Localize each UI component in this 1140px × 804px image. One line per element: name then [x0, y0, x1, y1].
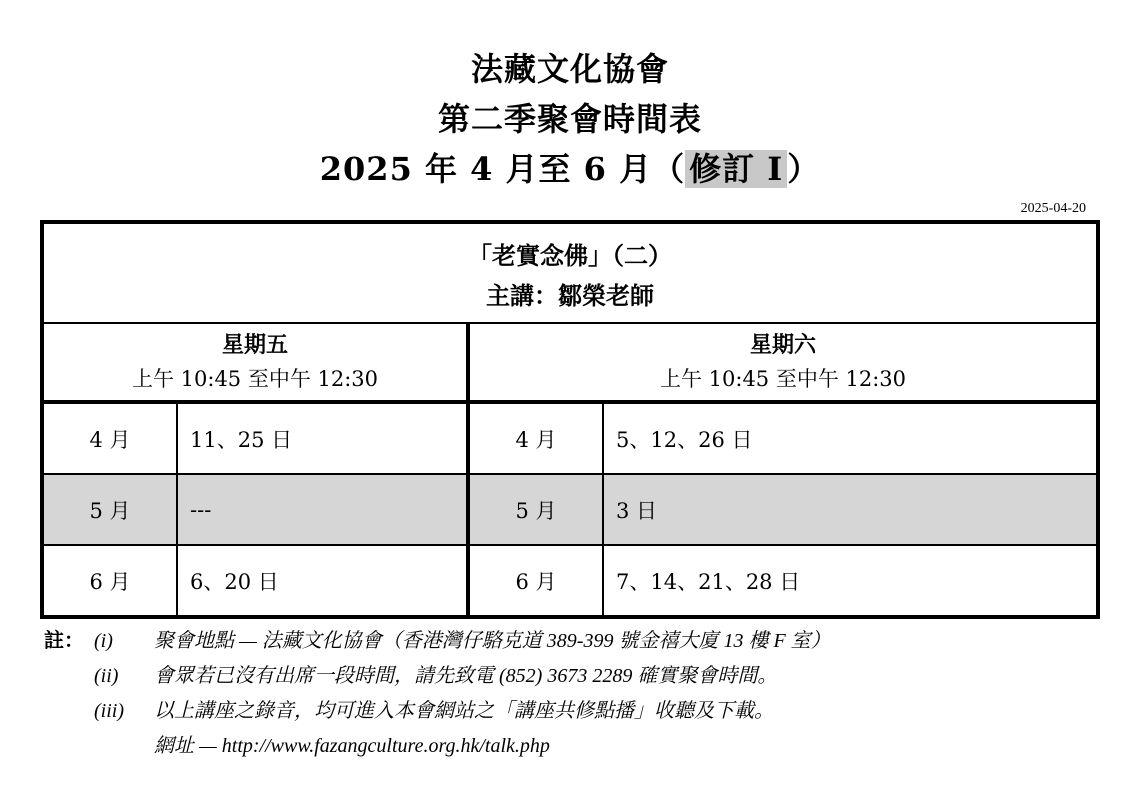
note-text: 聚會地點 — 法藏文化協會（香港灣仔駱克道 389-399 號金禧大廈 13 樓 F 室）	[154, 630, 831, 652]
period-title	[0, 144, 1140, 194]
table-row	[42, 402, 1098, 474]
friday-dates-cell: ---	[177, 474, 468, 545]
saturday-month-cell: 5 月	[468, 474, 603, 545]
note-number: (iii)	[94, 700, 124, 722]
note-item	[40, 659, 1120, 694]
notes-section	[40, 624, 1120, 764]
note-number: (ii)	[94, 665, 119, 687]
saturday-dates-cell: 7、14、21、28 日	[603, 545, 1098, 617]
friday-label: 星期五	[222, 332, 289, 358]
saturday-time: 上午 10:45 至中午 12:30	[659, 367, 907, 391]
schedule-table	[40, 220, 1100, 619]
course-title: 「老實念佛」（二）	[468, 241, 672, 270]
period-main: 2025 年 4 月至 6 月（	[319, 150, 686, 188]
saturday-label: 星期六	[750, 332, 817, 358]
friday-month-cell: 5 月	[42, 474, 177, 545]
note-item	[40, 624, 1120, 659]
note-number: (i)	[94, 630, 113, 652]
website-url[interactable]: 網址 — http://www.fazangculture.org.hk/talk.php	[154, 735, 550, 757]
note-text: 會眾若已沒有出席一段時間，請先致電 (852) 3673 2289 確實聚會時間。	[154, 665, 778, 687]
note-text: 以上講座之錄音，均可進入本會網站之「講座共修點播」收聽及下載。	[154, 700, 774, 722]
note-url-line	[40, 729, 1120, 764]
schedule-title: 第二季聚會時間表	[437, 100, 702, 138]
saturday-header	[468, 323, 1098, 402]
friday-month-cell: 6 月	[42, 545, 177, 617]
saturday-month-cell: 4 月	[468, 402, 603, 474]
saturday-dates-cell: 5、12、26 日	[603, 402, 1098, 474]
revision-highlight: 修訂 I	[685, 150, 787, 188]
friday-dates-cell: 6、20 日	[177, 545, 468, 617]
note-item	[40, 694, 1120, 729]
notes-prefix: 註：	[44, 630, 84, 652]
table-row	[42, 545, 1098, 617]
course-header	[42, 222, 1098, 323]
friday-header	[42, 323, 468, 402]
friday-time: 上午 10:45 至中午 12:30	[131, 367, 379, 391]
org-name: 法藏文化協會	[470, 50, 669, 88]
date-stamp: 2025-04-20	[1020, 201, 1086, 216]
document-header	[0, 44, 1140, 194]
saturday-dates-cell: 3 日	[603, 474, 1098, 545]
friday-dates-cell: 11、25 日	[177, 402, 468, 474]
table-row	[42, 474, 1098, 545]
saturday-month-cell: 6 月	[468, 545, 603, 617]
period-end: ）	[787, 150, 821, 188]
friday-month-cell: 4 月	[42, 402, 177, 474]
course-speaker: 主講：鄒榮老師	[486, 281, 654, 310]
